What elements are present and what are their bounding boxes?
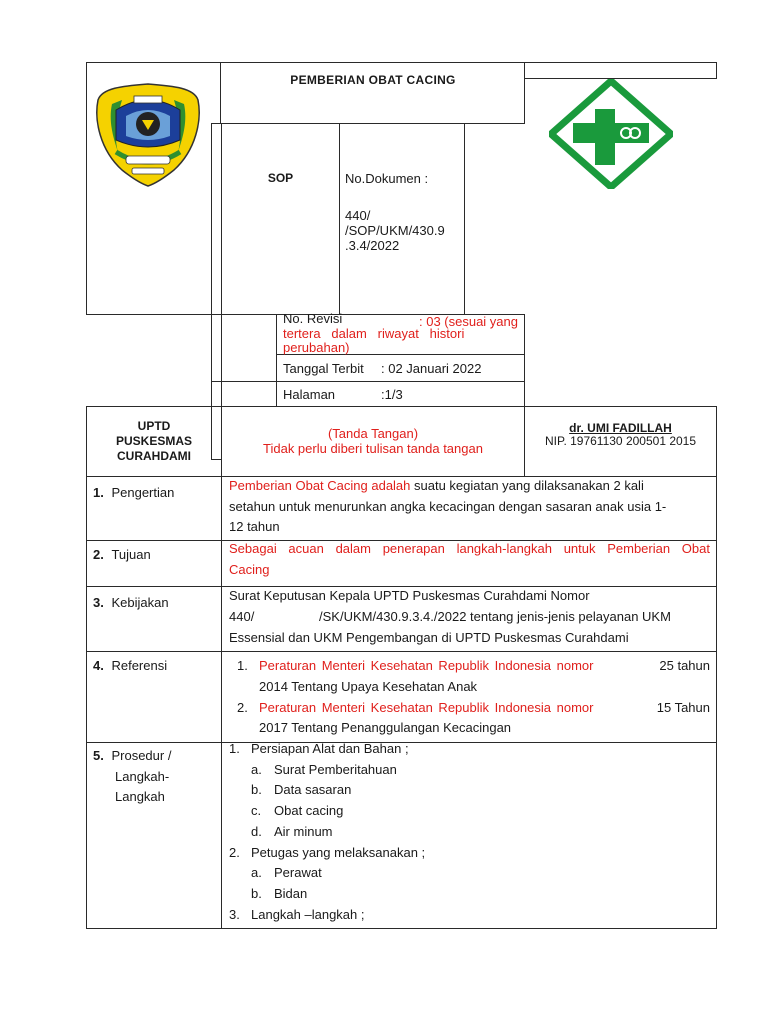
reference-1-line2: 2014 Tentang Upaya Kesehatan Anak [259, 679, 478, 694]
halaman-label: Halaman [283, 387, 336, 402]
row-pengertian-content-line1 [229, 475, 644, 496]
step-1d-text: Air minum [274, 824, 333, 839]
no-dokumen-value-line2: /SOP/UKM/430.9 [345, 223, 445, 238]
row-pengertian-content-line2: setahun untuk menurunkan angka kecacingan dengan sasaran anak usia 1- [229, 499, 667, 514]
row-label-text: Prosedur / [111, 748, 172, 763]
step-1c-text: Obat cacing [274, 803, 344, 818]
org-name-line2: PUSKESMAS [115, 434, 192, 448]
row-label-text: Referensi [111, 658, 168, 673]
step-1d-number: d. [251, 824, 262, 839]
no-dokumen-label: No.Dokumen : [345, 171, 429, 186]
row-tujuan-label [93, 544, 151, 565]
step-1b-number: b. [251, 782, 262, 797]
row-number: 3. [93, 595, 104, 610]
row-kebijakan-content-line3: Essensial dan UKM Pengembangan di UPTD Puskesmas Curahdami [229, 630, 629, 645]
row-kebijakan-content-line2b: /SK/UKM/430.9.3.4./2022 tentang jenis-jenis pelayanan UKM [319, 609, 671, 624]
step-1-number: 1. [229, 741, 240, 756]
row-number: 2. [93, 547, 104, 562]
org-name-line1: UPTD [137, 419, 171, 433]
signature-placeholder-line1: (Tanda Tangan) [327, 426, 419, 441]
reference-1-line1 [259, 655, 710, 676]
org-name-line3: CURAHDAMI [117, 449, 191, 463]
step-2b-number: b. [251, 886, 262, 901]
row-kebijakan-content-line2a: 440/ [229, 609, 255, 624]
row-label-text: Pengertian [111, 485, 175, 500]
row-label-text: Kebijakan [111, 595, 169, 610]
step-2a-text: Perawat [274, 865, 322, 880]
pengertian-rest-text: suatu kegiatan yang dilaksanakan 2 kali [410, 478, 644, 493]
step-3-text: Langkah –langkah ; [251, 907, 365, 922]
row-label-text: Tujuan [111, 547, 151, 562]
no-revisi-label: No. Revisi [283, 311, 343, 326]
puskesmas-cross-logo [549, 79, 673, 189]
reference-2-line1 [259, 697, 710, 718]
head-name: dr. UMI FADILLAH [569, 421, 672, 435]
row-pengertian-label [93, 482, 174, 503]
step-1c-number: c. [251, 803, 262, 818]
no-revisi-value-line2: tertera dalam riwayat histori [283, 326, 465, 341]
row-tujuan-content-line1: Sebagai acuan dalam penerapan langkah-langkah untuk Pemberian Obat [229, 541, 710, 556]
reference-2-line2: 2017 Tentang Penanggulangan Kecacingan [259, 720, 512, 735]
tanggal-terbit-value: : 02 Januari 2022 [381, 361, 482, 376]
signature-placeholder-line2: Tidak perlu diberi tulisan tanda tangan [263, 441, 483, 456]
reference-2-red-text: Peraturan Menteri Kesehatan Republik Indonesia nomor [259, 700, 594, 715]
reference-1-red-text: Peraturan Menteri Kesehatan Republik Indonesia nomor [259, 658, 594, 673]
pengertian-red-text: Pemberian Obat Cacing adalah [229, 478, 411, 493]
row-prosedur-label [93, 745, 171, 766]
row-referensi-label [93, 655, 167, 676]
step-2a-number: a. [251, 865, 262, 880]
row-tujuan-content-line2: Cacing [229, 562, 270, 577]
reference-2-rest-text: 15 Tahun [656, 700, 710, 715]
step-1a-number: a. [251, 762, 262, 777]
row-prosedur-label-line2: Langkah- [115, 769, 170, 784]
no-revisi-value-line1: : 03 (sesuai yang [418, 314, 518, 329]
reference-1-rest-text: 25 tahun [659, 658, 710, 673]
row-kebijakan-content-line1: Surat Keputusan Kepala UPTD Puskesmas Curahdami Nomor [229, 588, 590, 603]
document-title: PEMBERIAN OBAT CACING [290, 73, 456, 87]
row-pengertian-content-line3: 12 tahun [229, 519, 280, 534]
no-revisi-value-line3: perubahan) [283, 340, 350, 355]
halaman-value: :1/3 [381, 387, 403, 402]
reference-2-number: 2. [237, 700, 248, 715]
step-1b-text: Data sasaran [274, 782, 352, 797]
reference-1-number: 1. [237, 658, 248, 673]
step-2b-text: Bidan [274, 886, 308, 901]
row-number: 4. [93, 658, 104, 673]
regional-emblem-logo [92, 80, 204, 188]
no-dokumen-value-line1: 440/ [345, 208, 371, 223]
row-number: 5. [93, 748, 104, 763]
step-2-text: Petugas yang melaksanakan ; [251, 845, 426, 860]
row-kebijakan-label [93, 592, 169, 613]
head-nip: NIP. 19761130 200501 2015 [544, 434, 697, 448]
sop-label: SOP [267, 171, 294, 185]
row-prosedur-label-line3: Langkah [115, 789, 165, 804]
no-dokumen-value-line3: .3.4/2022 [345, 238, 400, 253]
row-number: 1. [93, 485, 104, 500]
step-3-number: 3. [229, 907, 240, 922]
step-2-number: 2. [229, 845, 240, 860]
tanggal-terbit-label: Tanggal Terbit [283, 361, 364, 376]
step-1a-text: Surat Pemberitahuan [274, 762, 397, 777]
step-1-text: Persiapan Alat dan Bahan ; [251, 741, 409, 756]
